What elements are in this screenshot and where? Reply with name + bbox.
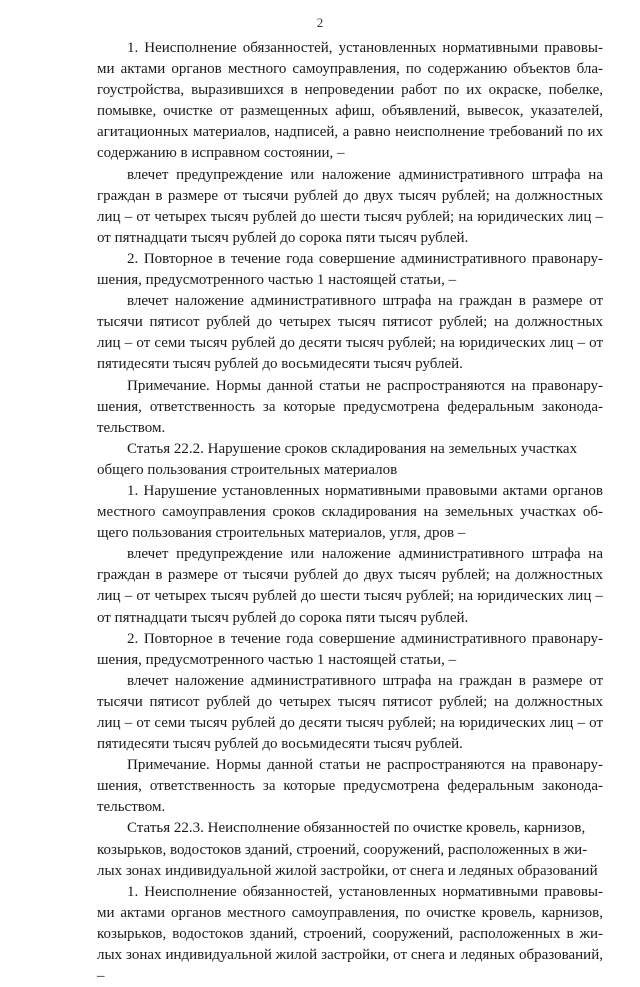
paragraph-article-22-2-part-1: 1. Нарушение установленных нормативными правовыми актами органов местного самоуправления сроков складирования на земельных участках общего пользования строительных материалов, угля, дров –	[97, 482, 603, 542]
paragraph-penalty-part-1: влечет предупреждение или наложение административного штрафа на граждан в размере от тысячи рублей до двух тысяч рублей; на должностных лиц – от четырех тысяч рублей до шести тысяч рублей; на юридических лиц – от пятнадцати тысяч рублей до сорока пяти тысяч рублей.	[97, 166, 603, 246]
paragraph-note: Примечание. Нормы данной статьи не распространяются на правонарушения, ответственность за которые предусмотрена федеральным законодательством.	[97, 377, 603, 436]
paragraph-article-22-1-part-1: 1. Неисполнение обязанностей, установленных нормативными правовыми актами органов местного самоуправления, по содержанию объектов благоустройства, выразившихся в непроведении работ по их окраске, побелке, помывке, очистке от размещенных афиш, объявлений, вывесок, указателей, агитационных материалов, надписей, а равно неисполнение требований по их содержанию в исправном состоянии, –	[97, 40, 603, 162]
paragraph-note: Примечание. Нормы данной статьи не распространяются на правонарушения, ответственность за которые предусмотрена федеральным законодательством.	[97, 757, 603, 816]
paragraph-penalty-part-2: влечет наложение административного штрафа на граждан в размере от тысячи пятисот рублей до четырех тысяч пятисот рублей; на должностных лиц – от семи тысяч рублей до десяти тысяч рублей; на юридических лиц – от пятидесяти тысяч рублей до восьмидесяти тысяч рублей.	[97, 672, 603, 753]
article-22-2-heading: Статья 22.2. Нарушение сроков складирования на земельных участках общего пользования строительных материалов	[97, 440, 578, 478]
article-22-3-heading: Статья 22.3. Неисполнение обязанностей по очистке кровель, карнизов, козырьков, водостоков зданий, строений, сооружений, расположенных в жилых зонах индивидуальной жилой застройки, от снега и ледяных образований	[97, 820, 598, 879]
document-body	[97, 38, 603, 987]
paragraph-article-22-2-part-2: 2. Повторное в течение года совершение административного правонарушения, предусмотренного частью 1 настоящей статьи, –	[97, 630, 603, 668]
page-number: 2	[316, 15, 324, 30]
paragraph-penalty-part-2: влечет наложение административного штрафа на граждан в размере от тысячи пятисот рублей до четырех тысяч пятисот рублей; на должностных лиц – от семи тысяч рублей до десяти тысяч рублей; на юридических лиц – от пятидесяти тысяч рублей до восьмидесяти тысяч рублей.	[97, 293, 603, 373]
paragraph-article-22-3-part-1: 1. Неисполнение обязанностей, установленных нормативными правовыми актами органов местного самоуправления, по очистке кровель, карнизов, козырьков, водостоков зданий, строений, сооружений, расположенных в жилых зонах индивидуальной жилой застройки, от снега и ледяных образований, –	[97, 883, 603, 985]
paragraph-article-22-1-part-2: 2. Повторное в течение года совершение административного правонарушения, предусмотренного частью 1 настоящей статьи, –	[97, 250, 603, 289]
paragraph-penalty-part-1: влечет предупреждение или наложение административного штрафа на граждан в размере от тысячи рублей до двух тысяч рублей; на должностных лиц – от четырех тысяч рублей до шести тысяч рублей; на юридических лиц – от пятнадцати тысяч рублей до сорока пяти тысяч рублей.	[97, 546, 603, 626]
